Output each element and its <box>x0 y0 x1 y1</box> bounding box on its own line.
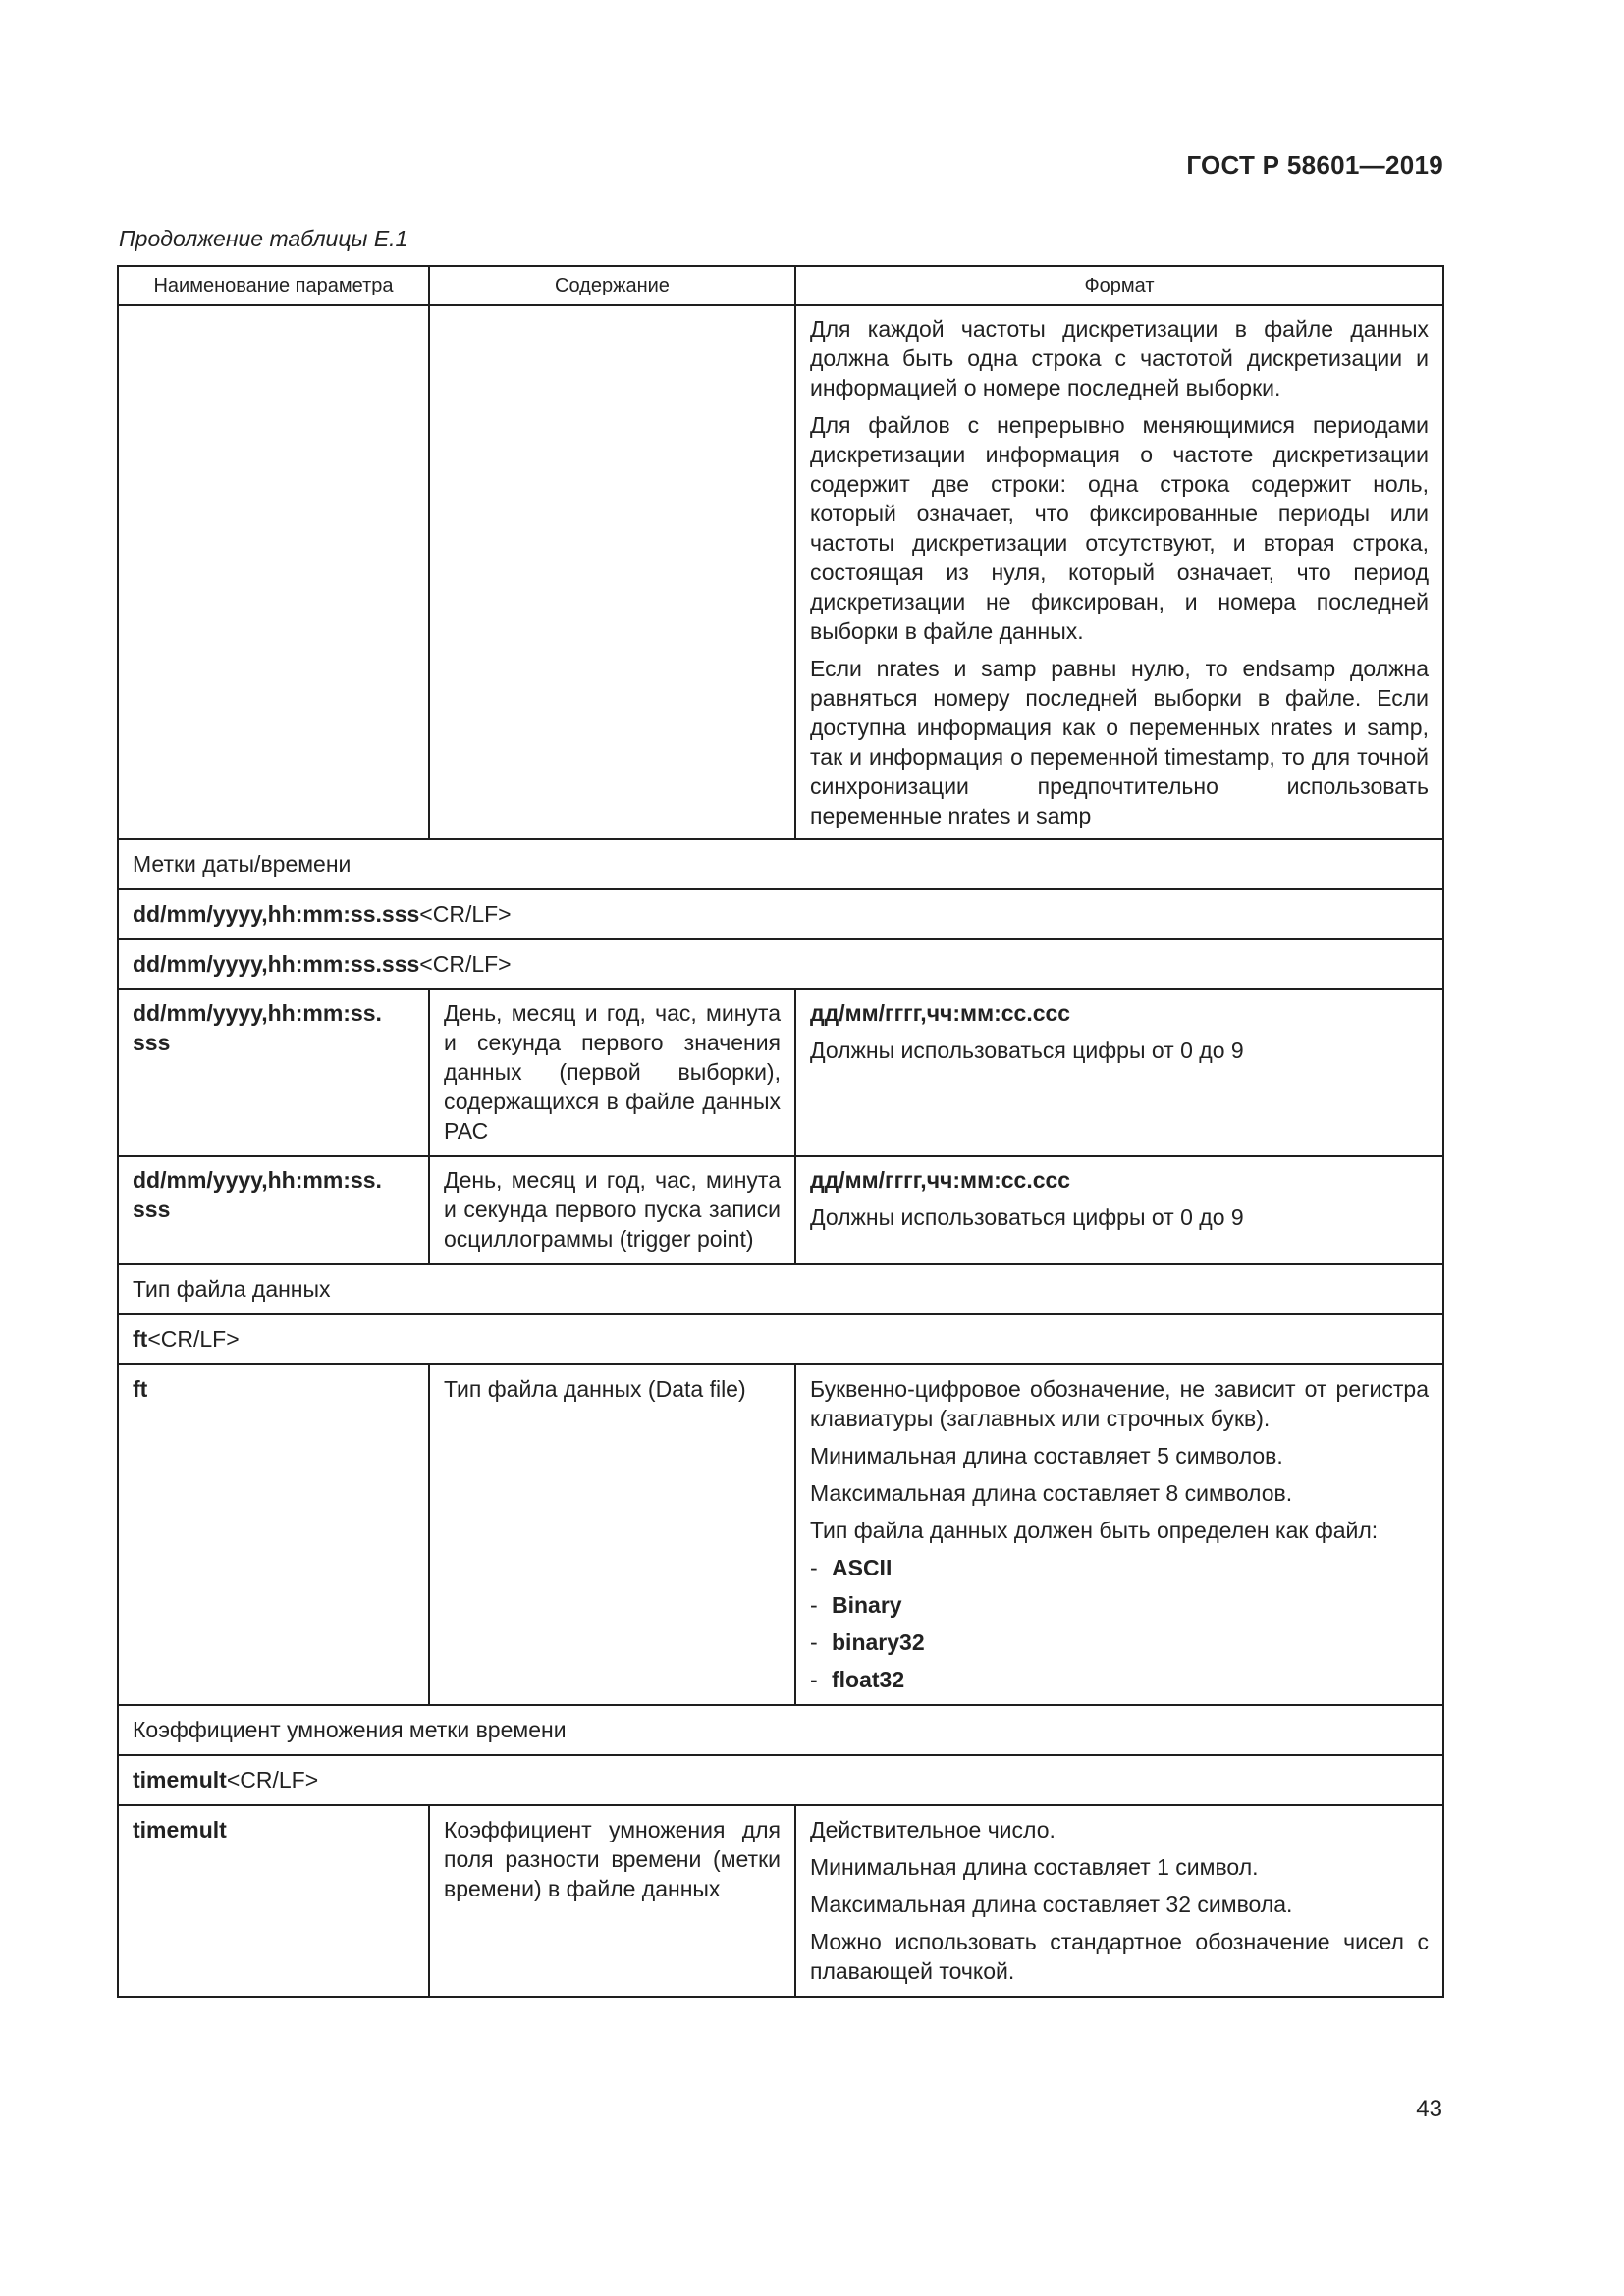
format-paragraph: Минимальная длина составляет 1 символ. <box>810 1854 1259 1880</box>
column-header-format: Формат <box>795 266 1443 305</box>
syntax-line <box>118 889 1443 939</box>
syntax-line <box>118 939 1443 989</box>
file-type-list <box>810 1553 1429 1694</box>
section-row <box>118 839 1443 889</box>
syntax-line <box>118 1755 1443 1805</box>
format-paragraph: Буквенно-цифровое обозначение, не зависит от регистра клавиатуры (заглавных или строчных букв). <box>810 1376 1429 1431</box>
file-type-value: Binary <box>832 1592 902 1618</box>
content-cell: День, месяц и год, час, минута и секунда первого пуска записи осциллограммы (trigger point) <box>429 1156 795 1264</box>
file-type-value: binary32 <box>832 1629 925 1655</box>
name-cell: timemult <box>118 1805 429 1997</box>
section-title-datetime: Метки даты/времени <box>118 839 1443 889</box>
syntax-bold: dd/mm/yyyy,hh:mm:ss.sss <box>133 901 420 927</box>
syntax-line <box>118 1314 1443 1364</box>
list-item: - binary32 <box>810 1629 925 1655</box>
format-paragraph: Должны использоваться цифры от 0 до 9 <box>810 1038 1244 1063</box>
format-cell <box>795 989 1443 1156</box>
format-paragraph: Должны использоваться цифры от 0 до 9 <box>810 1204 1244 1230</box>
format-pattern: дд/мм/гггг,чч:мм:сс.ссс <box>810 1000 1071 1026</box>
format-paragraph: Максимальная длина составляет 32 символа. <box>810 1892 1293 1917</box>
param-name: dd/mm/yyyy,hh:mm:ss. <box>133 1167 382 1193</box>
syntax-row <box>118 889 1443 939</box>
format-paragraph: Минимальная длина составляет 5 символов. <box>810 1443 1283 1468</box>
page-number: 43 <box>1416 2096 1442 2122</box>
content-cell <box>429 305 795 839</box>
list-item: - Binary <box>810 1592 902 1618</box>
format-cell <box>795 1156 1443 1264</box>
syntax-terminator: <CR/LF> <box>419 951 512 977</box>
section-row <box>118 1264 1443 1314</box>
format-paragraph: Если nrates и samp равны нулю, то endsamp должна равняться номеру последней выборки в файле. Если доступна информация как о переменных nrates и samp, так и информация о переменной timestamp, то для точной синхронизации предпочтительно использовать переменные nrates и samp <box>810 656 1429 828</box>
document-code: ГОСТ Р 58601—2019 <box>1186 150 1443 180</box>
format-paragraph: Действительное число. <box>810 1817 1056 1842</box>
column-header-name: Наименование параметра <box>118 266 429 305</box>
syntax-terminator: <CR/LF> <box>147 1326 240 1352</box>
format-cell <box>795 1805 1443 1997</box>
file-type-value: ASCII <box>832 1555 893 1580</box>
table-row <box>118 1364 1443 1705</box>
syntax-bold: ft <box>133 1326 148 1352</box>
syntax-terminator: <CR/LF> <box>419 901 512 927</box>
format-cell <box>795 305 1443 839</box>
table-row <box>118 989 1443 1156</box>
format-paragraph: Максимальная длина составляет 8 символов. <box>810 1480 1293 1506</box>
section-title-timemult: Коэффициент умножения метки времени <box>118 1705 1443 1755</box>
format-paragraph: Тип файла данных должен быть определен как файл: <box>810 1518 1379 1543</box>
section-title-filetype: Тип файла данных <box>118 1264 1443 1314</box>
name-cell <box>118 989 429 1156</box>
param-name: dd/mm/yyyy,hh:mm:ss. <box>133 1000 382 1026</box>
name-cell <box>118 305 429 839</box>
syntax-row <box>118 1755 1443 1805</box>
content-cell: Коэффициент умножения для поля разности времени (метки времени) в файле данных <box>429 1805 795 1997</box>
list-item: - ASCII <box>810 1555 893 1580</box>
format-paragraph: Для каждой частоты дискретизации в файле данных должна быть одна строка с частотой дискретизации и информацией о номере последней выборки. <box>810 316 1429 400</box>
syntax-row <box>118 939 1443 989</box>
content-cell: День, месяц и год, час, минута и секунда первого значения данных (первой выборки), содержащихся в файле данных РАС <box>429 989 795 1156</box>
format-paragraph: Для файлов с непрерывно меняющимися периодами дискретизации информация о частоте дискретизации содержит две строки: одна строка содержит ноль, который означает, что фиксированные периоды или частоты дискретизации отсутствуют, и вторая строка, состоящая из нуля, который означает, что период дискретизации не фиксирован, и номера последней выборки в файле данных. <box>810 412 1429 644</box>
syntax-terminator: <CR/LF> <box>226 1767 319 1792</box>
param-name-cont: sss <box>133 1030 171 1055</box>
table-row <box>118 1805 1443 1997</box>
table-caption: Продолжение таблицы Е.1 <box>119 226 408 251</box>
list-item: - float32 <box>810 1667 905 1692</box>
name-cell: ft <box>118 1364 429 1705</box>
format-paragraph: Можно использовать стандартное обозначение чисел с плавающей точкой. <box>810 1929 1429 1984</box>
section-row <box>118 1705 1443 1755</box>
format-pattern: дд/мм/гггг,чч:мм:сс.ссс <box>810 1167 1071 1193</box>
name-cell <box>118 1156 429 1264</box>
content-cell: Тип файла данных (Data file) <box>429 1364 795 1705</box>
syntax-bold: dd/mm/yyyy,hh:mm:ss.sss <box>133 951 420 977</box>
column-header-content: Содержание <box>429 266 795 305</box>
table-header-row <box>118 266 1443 305</box>
syntax-bold: timemult <box>133 1767 227 1792</box>
table-row <box>118 1156 1443 1264</box>
parameters-table <box>117 265 1444 1998</box>
syntax-row <box>118 1314 1443 1364</box>
format-cell <box>795 1364 1443 1705</box>
file-type-value: float32 <box>832 1667 905 1692</box>
table-row <box>118 305 1443 839</box>
param-name-cont: sss <box>133 1197 171 1222</box>
